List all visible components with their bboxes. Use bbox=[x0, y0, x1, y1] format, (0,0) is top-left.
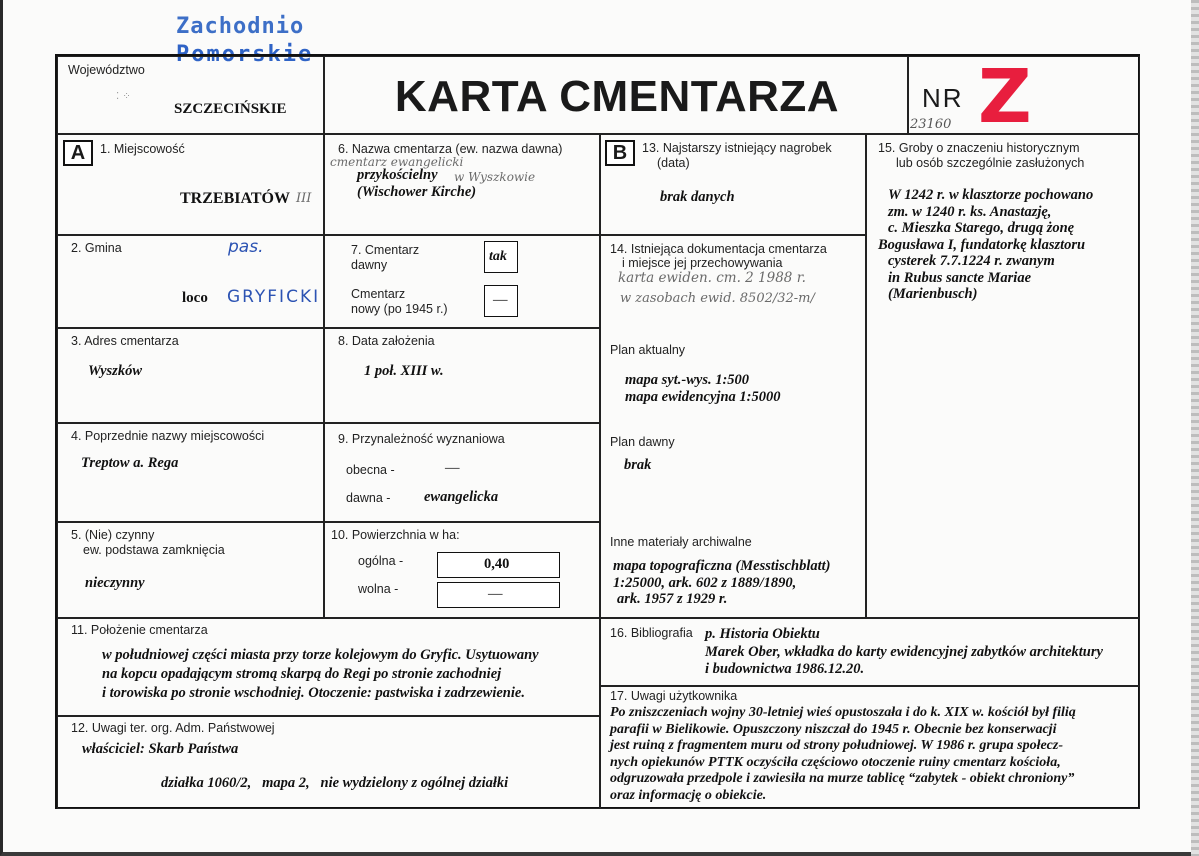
field-5-value: nieczynny bbox=[85, 575, 145, 591]
field-12-plot: działka 1060/2, mapa 2, nie wydzielony z ogólnej działki bbox=[161, 775, 509, 791]
field-15-label-sub: lub osób szczególnie zasłużonych bbox=[896, 156, 1085, 170]
notes-line: nych opiekunów PTTK oczyściła częściowo otoczenie ruiny cmentarz kościoła, bbox=[610, 754, 1061, 770]
notes-line: Po zniszczeniach wojny 30-letniej wieś opustoszała i do k. XIX w. kościół był filią bbox=[610, 705, 1076, 720]
graves-line: in Rubus sancte Mariae bbox=[888, 269, 1032, 286]
field-7-label-cemetery: Cmentarz bbox=[351, 287, 406, 301]
voivodeship-cell bbox=[57, 56, 325, 135]
field-11-label: 11. Położenie cmentarza bbox=[71, 623, 208, 637]
former-plan-label: Plan dawny bbox=[610, 435, 675, 449]
archival-line: mapa topograficzna (Messtischblatt) bbox=[613, 558, 831, 574]
field-7-nowy-box bbox=[484, 285, 518, 317]
field-12-owner: właściciel: Skarb Państwa bbox=[82, 741, 239, 757]
field-6-handwritten-1: cmentarz ewangelicki bbox=[330, 155, 464, 169]
location-line: w południowej części miasta przy torze kolejowym do Gryfic. Usytuowany bbox=[102, 647, 539, 663]
region-stamp-line2: Pomorskie bbox=[176, 42, 314, 67]
number-letter-z: Z bbox=[978, 54, 1032, 140]
field-7-nowy-value: — bbox=[493, 292, 508, 308]
field-5-label-sub: ew. podstawa zamknięcia bbox=[83, 543, 225, 557]
field-7-label-nowy: nowy (po 1945 r.) bbox=[351, 302, 448, 316]
field-16-line3: i budownictwa 1986.12.20. bbox=[705, 661, 865, 677]
archival-materials-label: Inne materiały archiwalne bbox=[610, 535, 752, 549]
field-6-cemetery-name bbox=[323, 133, 601, 236]
field-10-free-value: — bbox=[488, 586, 503, 602]
field-6-value-2: (Wischower Kirche) bbox=[357, 184, 477, 200]
title-cell bbox=[323, 56, 909, 135]
graves-line: zm. w 1240 r. ks. Anastazję, bbox=[888, 203, 1052, 220]
field-9-dawna-value: ewangelicka bbox=[424, 489, 499, 505]
field-10-total-box bbox=[437, 552, 560, 578]
field-7-cemetery-type bbox=[323, 234, 601, 329]
field-2-commune bbox=[57, 234, 325, 329]
field-14-handwritten-1: karta ewiden. cm. 2 1988 r. bbox=[618, 270, 806, 286]
field-14-documentation bbox=[599, 234, 867, 619]
field-6-label: 6. Nazwa cmentarza (ew. nazwa dawna) bbox=[338, 142, 563, 156]
field-16-label: 16. Bibliografia bbox=[610, 626, 693, 640]
cemetery-card bbox=[55, 54, 1140, 809]
graves-line: Bogusława I, fundatorkę klasztoru bbox=[878, 236, 1086, 253]
field-7-dawny-value: tak bbox=[489, 249, 507, 264]
field-4-former-names bbox=[57, 422, 325, 523]
field-7-dawny-box bbox=[484, 241, 518, 273]
field-3-label: 3. Adres cmentarza bbox=[71, 334, 179, 348]
field-7-label: 7. Cmentarz bbox=[351, 243, 420, 257]
field-17-user-notes bbox=[599, 685, 1140, 809]
field-3-value: Wyszków bbox=[88, 363, 142, 379]
graves-line: c. Mieszka Starego, drugą żonę bbox=[888, 220, 1075, 236]
field-2-label: 2. Gmina bbox=[71, 241, 122, 255]
voivodeship-value: SZCZECIŃSKIE bbox=[174, 101, 287, 117]
field-1-value: TRZEBIATÓW bbox=[180, 190, 290, 207]
field-7-label-dawny: dawny bbox=[351, 258, 388, 272]
current-plan-line2: mapa ewidencyjna 1:5000 bbox=[625, 389, 781, 405]
field-16-title: p. Historia Obiektu bbox=[705, 626, 820, 642]
archival-line: ark. 1957 z 1929 r. bbox=[617, 591, 728, 607]
notes-line: oraz informację o obiekcie. bbox=[610, 787, 767, 803]
field-8-label: 8. Data założenia bbox=[338, 334, 435, 348]
field-9-dawna-label: dawna - bbox=[346, 491, 391, 505]
field-16-line2: Marek Ober, wkładka do karty ewidencyjnej zabytków architektury bbox=[705, 644, 1103, 660]
paper-binding-edge bbox=[1191, 0, 1199, 856]
field-3-address bbox=[57, 327, 325, 424]
field-4-label: 4. Poprzednie nazwy miejscowości bbox=[71, 429, 265, 443]
field-10-free-box bbox=[437, 582, 560, 608]
field-10-area bbox=[323, 521, 601, 619]
field-8-founding-date bbox=[323, 327, 601, 424]
graves-line: W 1242 r. w klasztorze pochowano bbox=[888, 187, 1094, 203]
field-14-label-sub: i miejsce jej przechowywania bbox=[622, 256, 783, 270]
card-title: KARTA CMENTARZA bbox=[394, 72, 840, 121]
field-10-total-value: 0,40 bbox=[484, 556, 510, 572]
field-10-label: 10. Powierzchnia w ha: bbox=[331, 528, 460, 542]
field-15-text bbox=[878, 187, 1093, 303]
notes-line: odgruzowała przedpole i zawiesiła na murze tablicę “zabytek - obiekt chroniony” bbox=[610, 771, 1075, 786]
field-10-total-label: ogólna - bbox=[358, 554, 404, 568]
field-10-free-label: wolna - bbox=[358, 582, 399, 596]
field-11-text bbox=[102, 646, 539, 703]
graves-line: (Marienbusch) bbox=[888, 286, 978, 302]
notes-line: parafii w Bielikowie. Opuszczony niszczał do 1945 r. Obecnie bez konserwacji bbox=[610, 721, 1057, 737]
field-12-administrative-notes bbox=[57, 715, 601, 809]
field-13-label-sub: (data) bbox=[657, 156, 690, 170]
field-9-obecna-value: — bbox=[445, 460, 460, 476]
field-2-handwritten-gmina: GRYFICKI bbox=[227, 287, 321, 307]
field-4-value: Treptow a. Rega bbox=[81, 455, 179, 471]
former-plan-value: brak bbox=[624, 457, 652, 473]
field-1-suffix: III bbox=[296, 191, 312, 206]
field-5-active bbox=[57, 521, 325, 619]
field-1-label: 1. Miejscowość bbox=[100, 142, 185, 156]
notes-line: jest ruiną z fragmentem muru od strony południowej. W 1986 r. grupa społecz- bbox=[610, 738, 1064, 753]
field-2-value: loco bbox=[182, 290, 208, 306]
archival-line: 1:25000, ark. 602 z 1889/1890, bbox=[613, 574, 797, 591]
field-14-handwritten-2: w zasobach ewid. 8502/32-m/ bbox=[620, 291, 815, 306]
field-2-handwritten-top: pas. bbox=[228, 237, 264, 257]
field-9-obecna-label: obecna - bbox=[346, 463, 395, 477]
field-6-handwritten-2: w Wyszkowie bbox=[454, 170, 536, 184]
field-14-label: 14. Istniejąca dokumentacja cmentarza bbox=[610, 242, 827, 256]
section-a-marker: A bbox=[63, 140, 93, 166]
number-label: NR bbox=[922, 83, 964, 113]
field-6-value-1: przykościelny bbox=[357, 167, 438, 183]
field-13-value: brak danych bbox=[660, 189, 735, 205]
graves-line: cysterek 7.7.1224 r. zwanym bbox=[888, 253, 1055, 269]
field-9-denomination bbox=[323, 422, 601, 523]
field-13-oldest-tombstone bbox=[599, 133, 867, 236]
field-15-historic-graves bbox=[865, 133, 1140, 619]
field-13-label: 13. Najstarszy istniejący nagrobek bbox=[642, 141, 832, 155]
field-15-label: 15. Groby o znaczeniu historycznym bbox=[878, 141, 1080, 155]
field-5-label: 5. (Nie) czynny bbox=[71, 528, 155, 542]
archival-materials-text bbox=[613, 558, 831, 608]
number-cell bbox=[907, 54, 1140, 140]
current-plan-label: Plan aktualny bbox=[610, 343, 686, 357]
field-1-locality bbox=[57, 133, 325, 236]
field-9-label: 9. Przynależność wyznaniowa bbox=[338, 432, 505, 446]
field-8-value: 1 poł. XIII w. bbox=[364, 363, 444, 379]
field-11-location bbox=[57, 617, 601, 717]
field-16-bibliography bbox=[599, 617, 1140, 687]
faint-mark: ⁚ ⁘ bbox=[116, 91, 131, 102]
voivodeship-label: Województwo bbox=[68, 63, 145, 77]
number-handwritten: 23160 bbox=[910, 117, 952, 132]
field-17-text bbox=[610, 705, 1076, 804]
field-12-label: 12. Uwagi ter. org. Adm. Państwowej bbox=[71, 721, 275, 735]
location-line: i torowiska po stronie wschodniej. Otoczenie: pastwiska i zadrzewienie. bbox=[102, 685, 525, 701]
field-17-label: 17. Uwagi użytkownika bbox=[610, 689, 738, 703]
location-line: na kopcu opadającym stromą skarpą do Regi po stronie zachodniej bbox=[102, 666, 502, 682]
current-plan-line1: mapa syt.-wys. 1:500 bbox=[625, 372, 750, 388]
region-stamp-line1: Zachodnio bbox=[176, 14, 305, 39]
section-b-marker: B bbox=[605, 140, 635, 166]
